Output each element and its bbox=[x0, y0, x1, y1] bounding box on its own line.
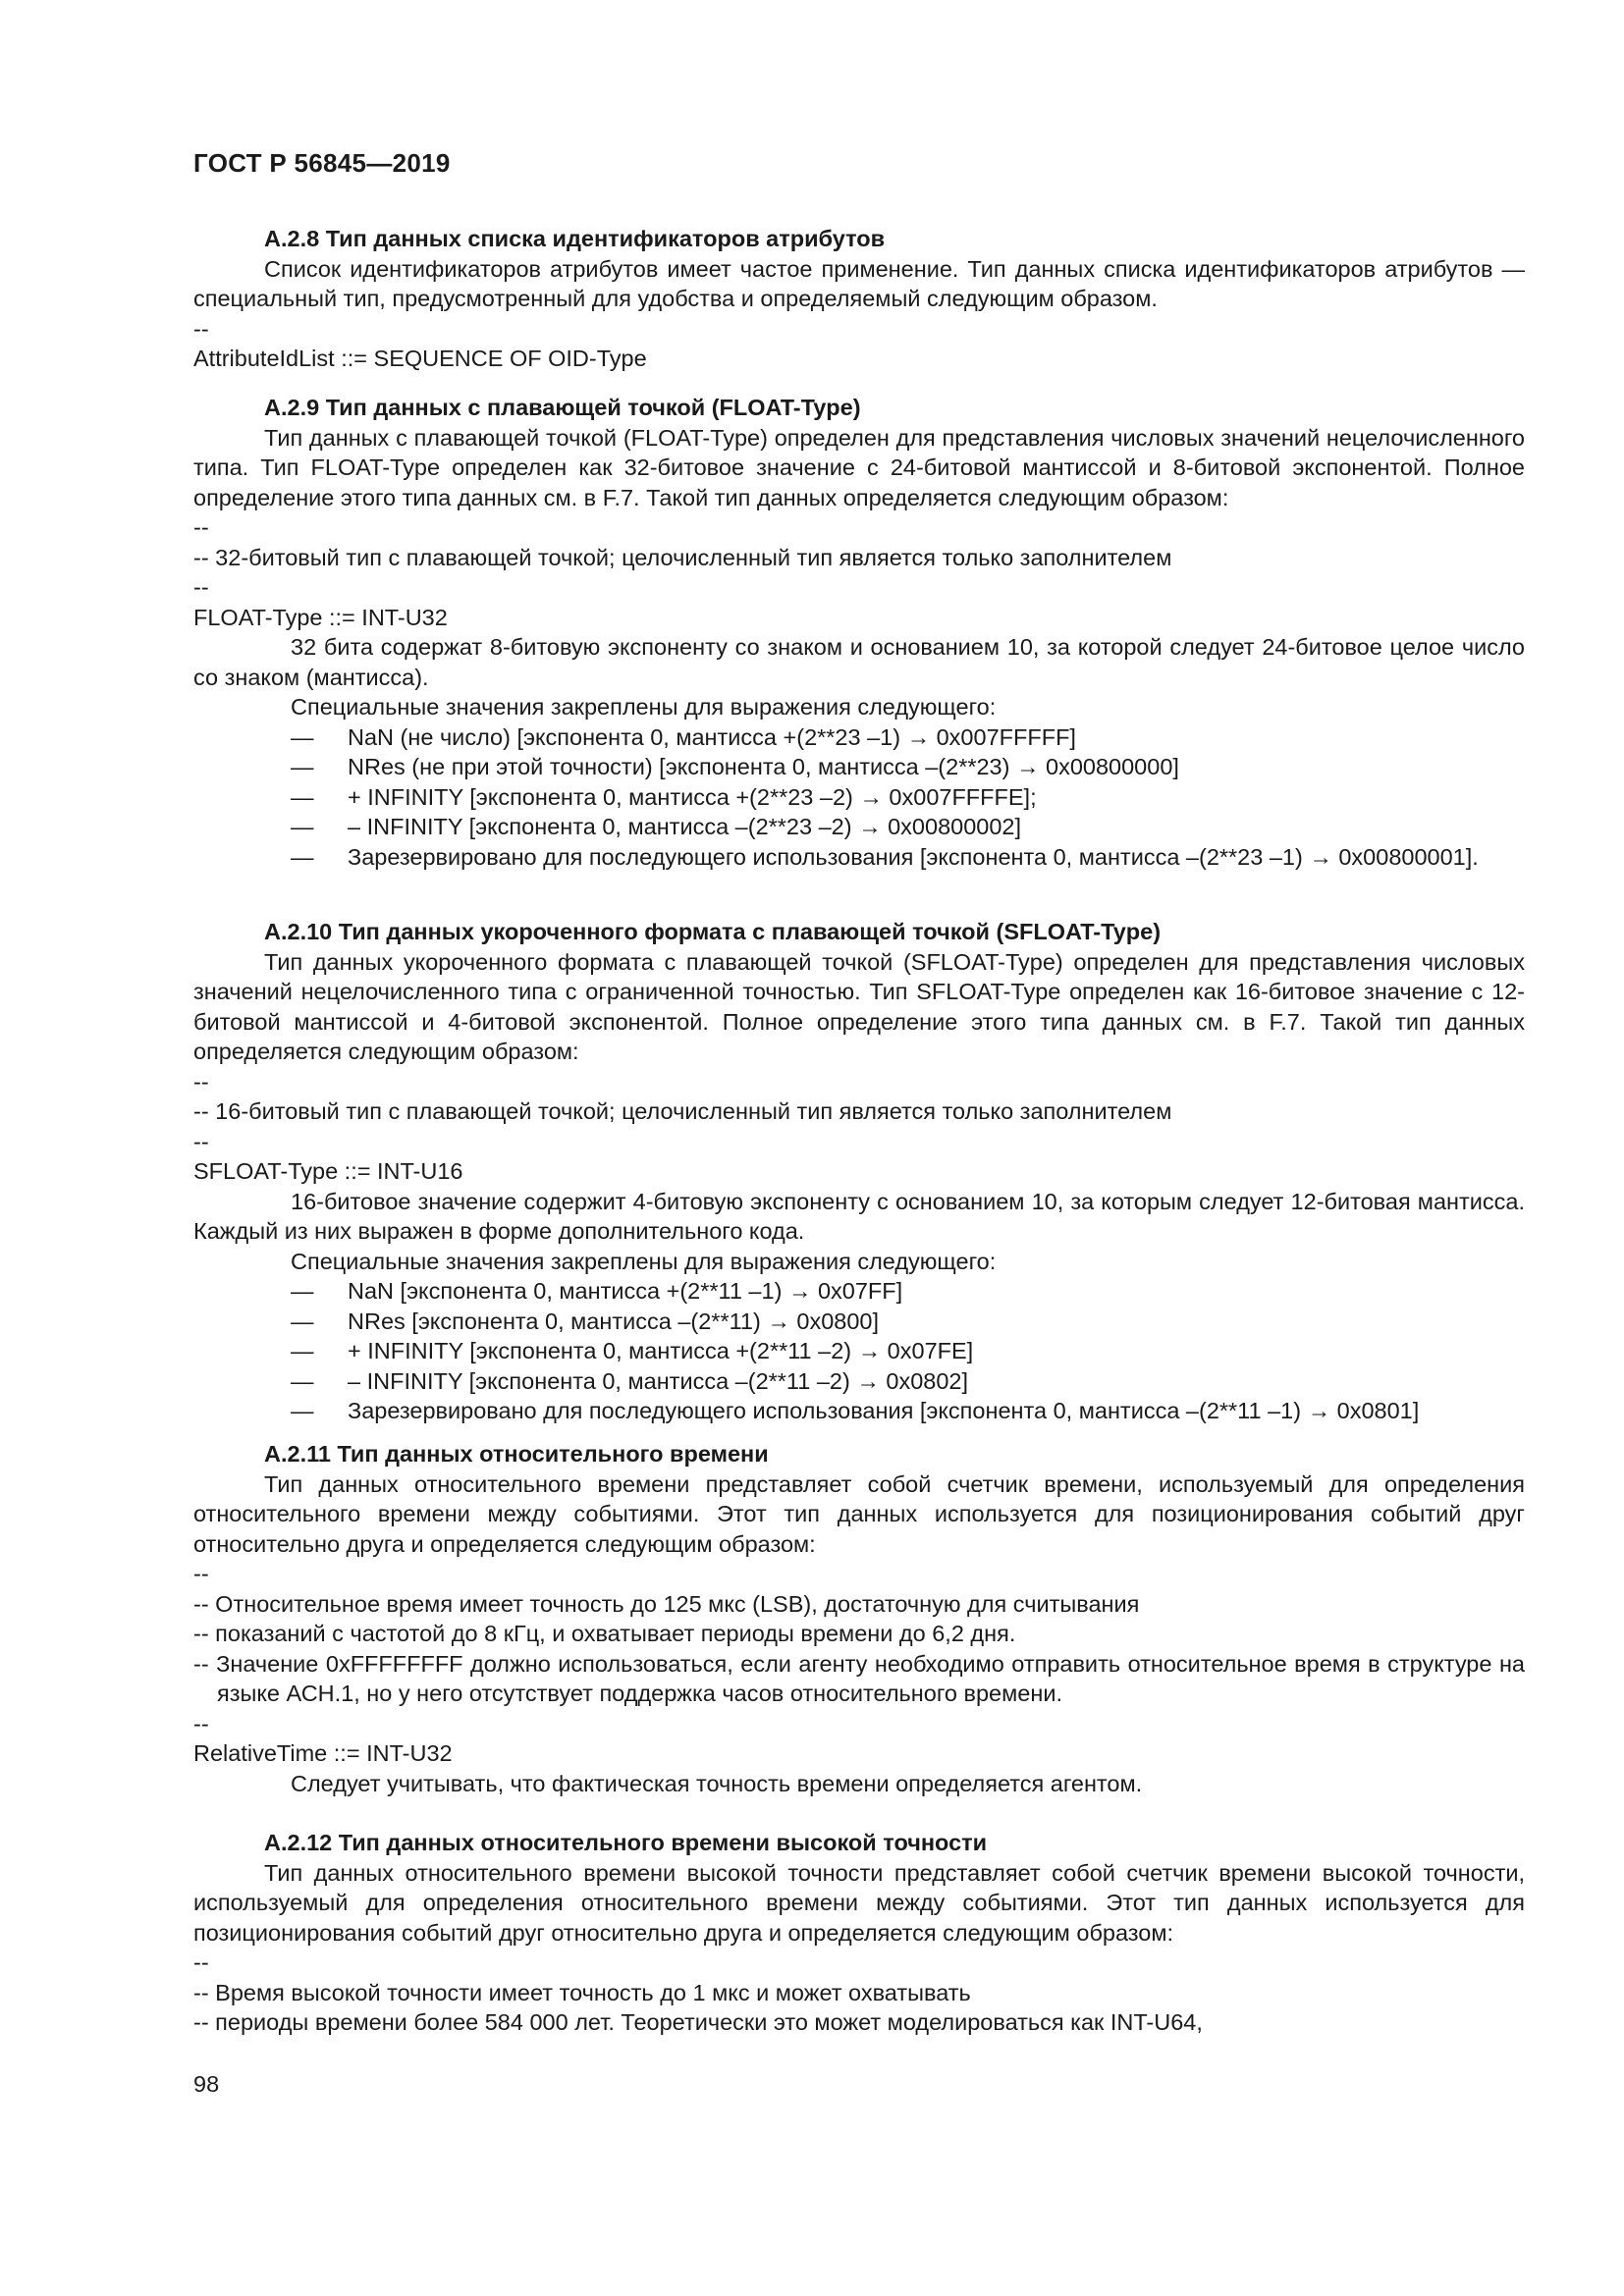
dash-bullet: — bbox=[291, 1338, 314, 1363]
code-line: -- bbox=[193, 574, 209, 600]
code-line: -- bbox=[193, 1068, 209, 1095]
dash-bullet: — bbox=[291, 783, 314, 810]
code-line: SFLOAT-Type ::= INT-U16 bbox=[193, 1158, 463, 1184]
paragraph: Список идентификаторов атрибутов имеет частое применение. Тип данных списка идентификаторов атрибутов — специальный тип, предусмотренный для удобства и определяемый следующим образом. bbox=[193, 255, 1525, 311]
dash-bullet: — bbox=[291, 814, 314, 839]
code-line: -- bbox=[193, 1710, 209, 1736]
list-item-text: + INFINITY [экспонента 0, мантисса +(2**11 –2) → 0x07FE] bbox=[348, 1338, 974, 1363]
list-item-text: Зарезервировано для последующего использования [экспонента 0, мантисса –(2**11 –1) → 0x0801] bbox=[348, 1398, 1420, 1423]
dash-bullet: — bbox=[291, 1398, 314, 1423]
section-a2-11 bbox=[193, 1439, 1525, 1798]
section-title: A.2.9 Тип данных с плавающей точкой (FLOAT-Type) bbox=[264, 395, 861, 420]
dash-bullet: — bbox=[291, 754, 314, 779]
list-item-text: NaN (не число) [экспонента 0, мантисса +(2**23 –1) → 0x007FFFFF] bbox=[348, 723, 1076, 750]
list-item-text: – INFINITY [экспонента 0, мантисса –(2**11 –2) → 0x0802] bbox=[348, 1367, 968, 1394]
code-line: -- bbox=[193, 1949, 209, 1975]
dash-bullet: — bbox=[291, 723, 314, 750]
code-line: -- 16-битовый тип с плавающей точкой; целочисленный тип является только заполнителем bbox=[193, 1098, 1172, 1124]
code-line: -- периоды времени более 584 000 лет. Теоретически это может моделироваться как INT-U64, bbox=[193, 2009, 1203, 2035]
list-item-text: NRes (не при этой точности) [экспонента 0, мантисса –(2**23) → 0x00800000] bbox=[348, 754, 1179, 779]
list-item-text: – INFINITY [экспонента 0, мантисса –(2**23 –2) → 0x00800002] bbox=[348, 814, 1022, 839]
dash-bullet: — bbox=[291, 1308, 314, 1334]
section-a2-10 bbox=[193, 917, 1525, 1426]
section-a2-12 bbox=[193, 1828, 1525, 2038]
list-item bbox=[193, 1336, 1525, 1366]
list-item bbox=[193, 782, 1525, 813]
list-item-text: NRes [экспонента 0, мантисса –(2**11) → 0x0800] bbox=[348, 1308, 880, 1334]
list-item bbox=[193, 722, 1525, 753]
code-line: -- bbox=[193, 315, 209, 342]
list-item-text: + INFINITY [экспонента 0, мантисса +(2**23 –2) → 0x007FFFFE]; bbox=[348, 783, 1037, 810]
list-item bbox=[193, 1366, 1525, 1397]
paragraph: Специальные значения закреплены для выражения следующего: bbox=[291, 1248, 997, 1274]
code-line: -- 32-битовый тип с плавающей точкой; целочисленный тип является только заполнителем bbox=[193, 544, 1172, 570]
paragraph: Тип данных укороченного формата с плавающей точкой (SFLOAT-Type) определен для представления числовых значений нецелочисленного типа с ограниченной точностью. Тип SFLOAT-Type определен как 16-битовое значение с 12-битовой мантиссой и 4-битовой экспонентой. Полное определение этого типа данных см. в F.7. Такой тип данных определяется следующим образом: bbox=[193, 948, 1525, 1064]
dash-bullet: — bbox=[291, 1278, 314, 1304]
code-line: -- Время высокой точности имеет точность до 1 мкс и может охватывать bbox=[193, 1979, 971, 2005]
list-item-text: NaN [экспонента 0, мантисса +(2**11 –1) → 0x07FF] bbox=[348, 1278, 903, 1304]
section-title: A.2.10 Тип данных укороченного формата с плавающей точкой (SFLOAT-Type) bbox=[264, 919, 1162, 944]
paragraph: Тип данных относительного времени представляет собой счетчик времени, используемый для определения относительного времени между событиями. Этот тип данных используется для позиционирования событий друг относительно друга и определяется следующим образом: bbox=[193, 1470, 1525, 1557]
list-item bbox=[193, 1307, 1525, 1337]
paragraph: 32 бита содержат 8-битовую экспоненту со знаком и основанием 10, за которой следует 24-битовое целое число со знаком (мантисса). bbox=[193, 634, 1525, 690]
section-a2-8 bbox=[193, 224, 1525, 374]
list-item bbox=[193, 752, 1525, 782]
code-line: AttributeIdList ::= SEQUENCE OF OID-Type bbox=[193, 346, 647, 371]
list-item-text: Зарезервировано для последующего использования [экспонента 0, мантисса –(2**23 –1) → 0x00800001]. bbox=[348, 843, 1479, 870]
standard-header: ГОСТ Р 56845—2019 bbox=[193, 148, 451, 178]
section-title: A.2.11 Тип данных относительного времени bbox=[264, 1441, 769, 1467]
list-item bbox=[193, 1276, 1525, 1307]
code-line: FLOAT-Type ::= INT-U32 bbox=[193, 604, 448, 630]
paragraph: Следует учитывать, что фактическая точность времени определяется агентом. bbox=[291, 1770, 1143, 1796]
section-a2-9 bbox=[193, 393, 1525, 872]
paragraph: 16-битовое значение содержит 4-битовую экспоненту с основанием 10, за которым следует 12-битовая мантисса. Каждый из них выражен в форме дополнительного кода. bbox=[193, 1188, 1525, 1244]
code-line: -- Относительное время имеет точность до 125 мкс (LSB), достаточную для считывания bbox=[193, 1590, 1140, 1617]
code-line: -- bbox=[193, 1561, 209, 1586]
paragraph: Специальные значения закреплены для выражения следующего: bbox=[291, 694, 997, 720]
code-line: RelativeTime ::= INT-U32 bbox=[193, 1740, 453, 1766]
list-item bbox=[193, 842, 1525, 873]
list-item bbox=[193, 1396, 1525, 1426]
page-number: 98 bbox=[193, 2071, 220, 2097]
code-line: -- bbox=[193, 1128, 209, 1154]
code-line: -- показаний с частотой до 8 кГц, и охватывает периоды времени до 6,2 дня. bbox=[193, 1621, 1016, 1646]
section-title: A.2.12 Тип данных относительного времени высокой точности bbox=[264, 1830, 988, 1855]
paragraph: Тип данных относительного времени высокой точности представляет собой счетчик времени высокой точности, используемый для определения относительного времени между событиями. Этот тип данных используется для позиционирования событий друг относительно друга и определяется следующим образом: bbox=[193, 1859, 1525, 1946]
code-line: -- Значение 0xFFFFFFFF должно использоваться, если агенту необходимо отправить относительное время в структуре на языке АСН.1, но у него отсутствует поддержка часов относительного времени. bbox=[193, 1650, 1525, 1706]
section-title: A.2.8 Тип данных списка идентификаторов атрибутов bbox=[264, 226, 886, 251]
list-item bbox=[193, 812, 1525, 842]
dash-bullet: — bbox=[291, 843, 314, 870]
dash-bullet: — bbox=[291, 1367, 314, 1394]
code-line: -- bbox=[193, 514, 209, 540]
paragraph: Тип данных с плавающей точкой (FLOAT-Type) определен для представления числовых значений нецелочисленного типа. Тип FLOAT-Type определен как 32-битовое значение с 24-битовой мантиссой и 8-битовой экспонентой. Полное определение этого типа данных см. в F.7. Такой тип данных определяется следующим образом: bbox=[193, 424, 1525, 510]
